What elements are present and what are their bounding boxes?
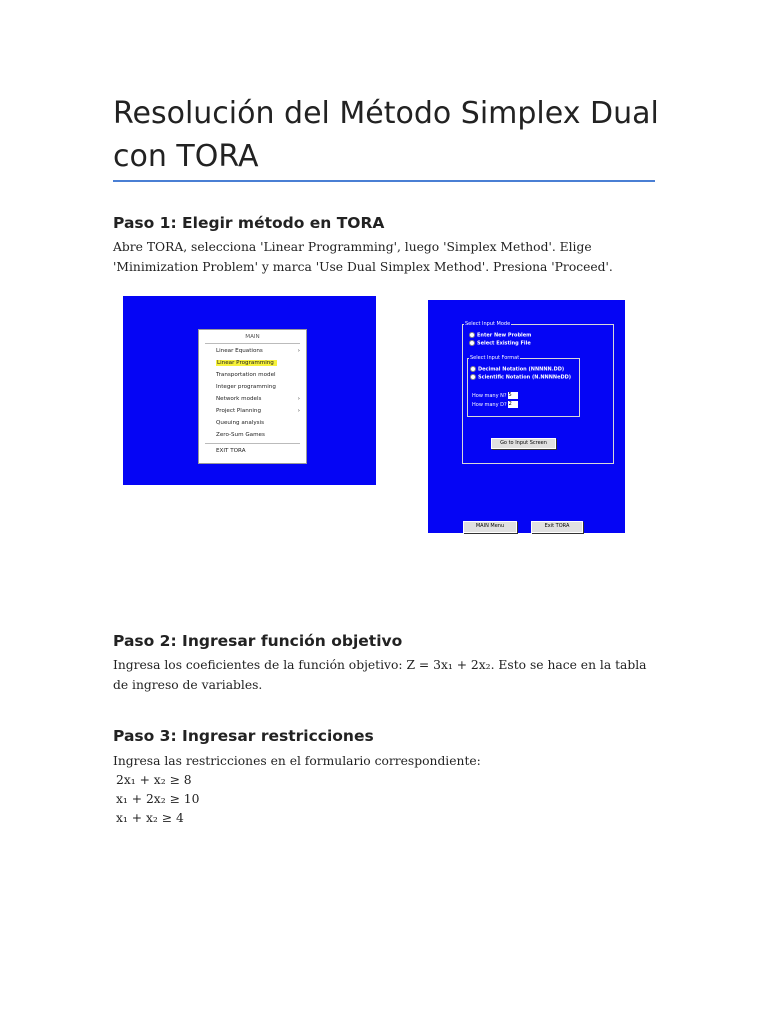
radio-enter-new-problem[interactable]	[469, 332, 531, 339]
radio-label: Select Existing File	[477, 340, 531, 347]
menu-divider	[205, 443, 300, 444]
input-format-legend: Select Input Format	[470, 355, 520, 361]
radio-icon	[469, 340, 475, 346]
menu-item-linear-programming[interactable]	[216, 358, 300, 368]
radio-decimal-notation[interactable]	[470, 366, 564, 373]
menu-item-label: Transportation model	[216, 372, 276, 378]
menu-item-linear-equations[interactable]	[216, 346, 300, 356]
input-format-frame	[467, 355, 580, 417]
menu-item-network-models[interactable]	[216, 394, 300, 404]
radio-label: Scientific Notation (N.NNNNeDD)	[478, 374, 572, 381]
constraint-3: x₁ + x₂ ≥ 4	[116, 811, 184, 825]
step1-heading: Paso 1: Elegir método en TORA	[113, 214, 385, 232]
n-digits-row	[472, 392, 518, 400]
tora-main-menu	[198, 329, 307, 464]
menu-item-integer-programming[interactable]	[216, 382, 300, 392]
radio-label: Decimal Notation (NNNNN.DD)	[478, 366, 565, 373]
n-digits-label: How many N?	[472, 393, 507, 399]
step2-text: Ingresa los coeficientes de la función objetivo: Z = 3x₁ + 2x₂. Esto se hace en la tabla de ingreso de variables.	[113, 658, 647, 692]
tora-main-menu-screenshot	[123, 296, 376, 485]
constraint-2: x₁ + 2x₂ ≥ 10	[116, 792, 200, 806]
step3-heading: Paso 3: Ingresar restricciones	[113, 727, 374, 745]
input-mode-frame	[462, 321, 614, 464]
n-digits-input[interactable]: 5	[508, 392, 518, 399]
radio-icon	[469, 332, 475, 338]
tora-input-mode-screenshot	[428, 300, 625, 533]
d-digits-row	[472, 401, 518, 409]
chevron-right-icon: ›	[297, 396, 300, 402]
menu-item-label: Linear Programming	[216, 360, 277, 366]
step1-text: Abre TORA, selecciona 'Linear Programming', luego 'Simplex Method'. Elige 'Minimization Problem' y marca 'Use Dual Simplex Method'. Presiona 'Proceed'.	[113, 240, 613, 274]
input-mode-legend: Select Input Mode	[465, 321, 511, 327]
menu-item-label: Queuing analysis	[216, 420, 265, 426]
title-underline	[113, 180, 655, 182]
chevron-right-icon: ›	[297, 348, 300, 354]
step3-text: Ingresa las restricciones en el formulario correspondiente:	[113, 754, 481, 768]
radio-icon	[470, 366, 476, 372]
menu-item-transportation-model[interactable]	[216, 370, 300, 380]
radio-scientific-notation[interactable]	[470, 374, 571, 381]
document-title: Resolución del Método Simplex Dual con TORA	[113, 96, 659, 174]
menu-item-queuing-analysis[interactable]	[216, 418, 300, 428]
radio-label: Enter New Problem	[477, 332, 532, 339]
menu-item-label: Project Planning	[216, 408, 262, 414]
radio-icon	[470, 374, 476, 380]
chevron-right-icon: ›	[297, 408, 300, 414]
radio-select-existing-file[interactable]	[469, 340, 531, 347]
menu-item-zero-sum-games[interactable]	[216, 430, 300, 440]
menu-item-label: Network models	[216, 396, 262, 402]
constraint-1: 2x₁ + x₂ ≥ 8	[116, 773, 192, 787]
exit-tora-button[interactable]: Exit TORA	[531, 521, 583, 533]
step2-heading: Paso 2: Ingresar función objetivo	[113, 632, 403, 650]
go-to-input-screen-button[interactable]: Go to Input Screen	[491, 438, 556, 449]
menu-item-label: Integer programming	[216, 384, 276, 390]
menu-item-label: Zero-Sum Games	[216, 432, 265, 438]
menu-item-label: EXIT TORA	[216, 448, 246, 454]
d-digits-input[interactable]: 2	[508, 401, 518, 408]
menu-title: MAIN	[245, 334, 260, 340]
d-digits-label: How many D?	[472, 402, 507, 408]
menu-item-project-planning[interactable]	[216, 406, 300, 416]
menu-item-label: Linear Equations	[216, 348, 263, 354]
menu-item-exit-tora[interactable]	[216, 446, 300, 456]
main-menu-button[interactable]: MAIN Menu	[463, 521, 517, 533]
menu-divider	[205, 343, 300, 344]
